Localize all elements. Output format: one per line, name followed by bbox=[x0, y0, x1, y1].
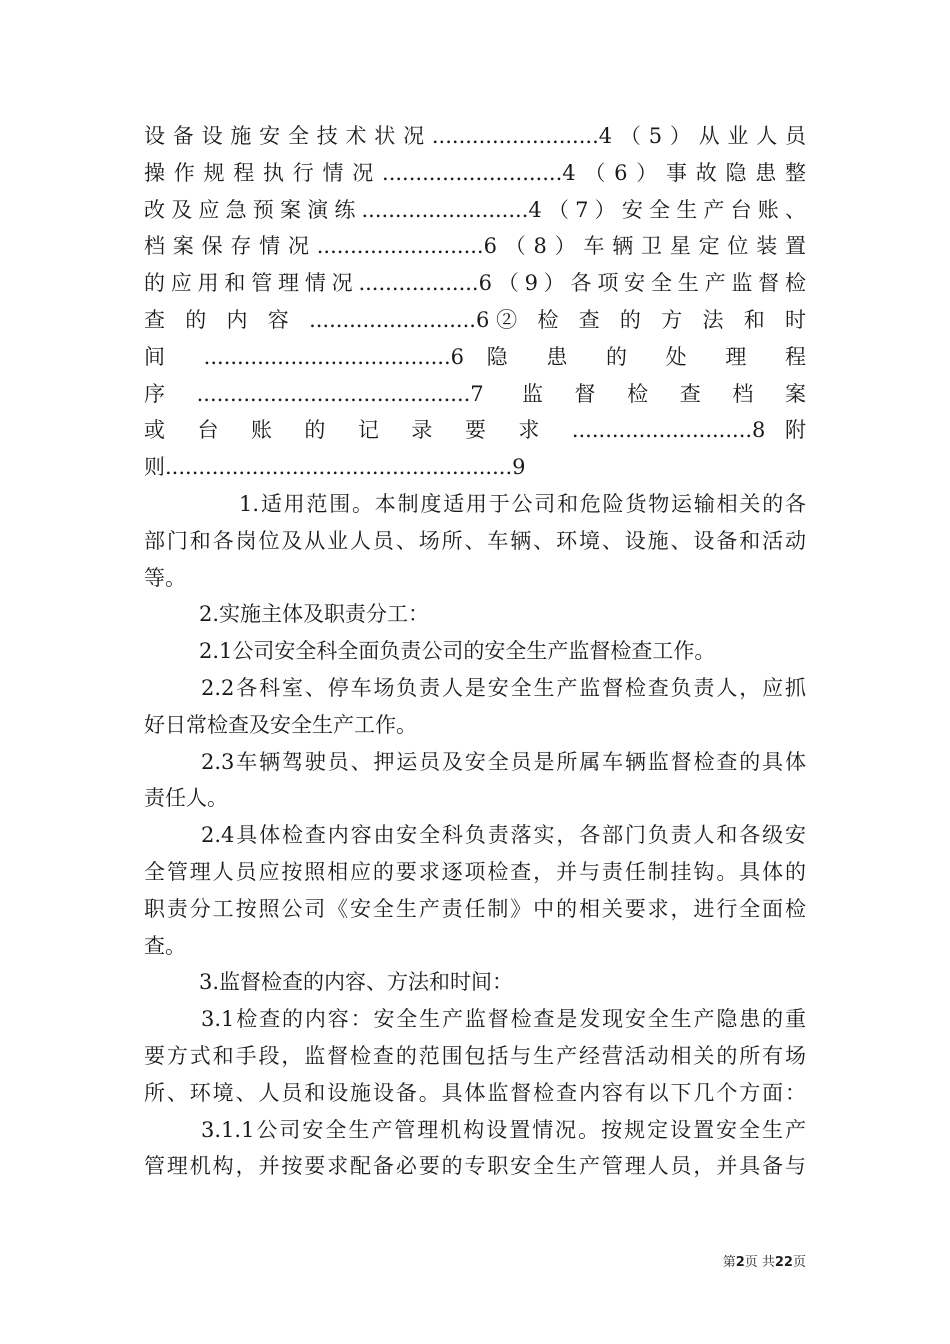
paragraph-2-1 bbox=[144, 633, 806, 670]
paragraph-line: 2.4具体检查内容由安全科负责落实，各部门负责人和各级安 bbox=[201, 823, 806, 848]
paragraph-line: 3.监督检查的内容、方法和时间： bbox=[199, 970, 514, 995]
toc-line: 改及应急预案演练.........................4（7）安全生产台账、 bbox=[144, 197, 806, 222]
paragraph-line: 好日常检查及安全生产工作。 bbox=[144, 712, 417, 737]
paragraph-line: 2.实施主体及职责分工： bbox=[199, 602, 430, 627]
paragraph-heading-responsibility bbox=[144, 596, 806, 633]
paragraph-line: 2.1公司安全科全面负责公司的安全生产监督检查工作。 bbox=[199, 639, 716, 664]
paragraph-line: 1.适用范围。本制度适用于公司和危险货物运输相关的各 bbox=[239, 491, 806, 516]
paragraph-line: 3.1.1公司安全生产管理机构设置情况。按规定设置安全生产 bbox=[201, 1117, 806, 1142]
toc-line: 设备设施安全技术状况.........................4（5）从业人员 bbox=[144, 124, 806, 148]
paragraph-line: 职责分工按照公司《安全生产责任制》中的相关要求，进行全面检 bbox=[144, 896, 806, 921]
paragraph-line: 管理机构，并按要求配备必要的专职安全生产管理人员，并具备与 bbox=[144, 1154, 806, 1179]
paragraph-line: 3.1检查的内容：安全生产监督检查是发现安全生产隐患的重 bbox=[201, 1007, 806, 1032]
paragraph-line: 2.2各科室、停车场负责人是安全生产监督检查负责人，应抓 bbox=[201, 675, 806, 700]
footer-prefix: 第 bbox=[722, 1255, 736, 1270]
toc-line: 则....................................................9 bbox=[144, 455, 526, 480]
paragraph-line: 查。 bbox=[144, 933, 186, 958]
paragraph-scope bbox=[144, 486, 806, 596]
footer-total-pages: 22 bbox=[774, 1255, 793, 1270]
toc-line: 间 .....................................6 隐 患 的 处 理 程 bbox=[144, 344, 806, 369]
footer-middle: 页 共 bbox=[744, 1255, 775, 1270]
toc-block bbox=[144, 118, 806, 486]
toc-line: 或 台 账 的 记 录 要 求 ...........................8 附 bbox=[144, 418, 806, 443]
toc-line: 操作规程执行情况...........................4（6）事故隐患整 bbox=[144, 160, 806, 185]
paragraph-line: 所、环境、人员和设施设备。具体监督检查内容有以下几个方面： bbox=[144, 1080, 806, 1105]
paragraph-3-1-1 bbox=[144, 1112, 806, 1186]
footer-page-number: 2 bbox=[735, 1255, 745, 1270]
paragraph-2-3 bbox=[144, 744, 806, 818]
toc-line: 查 的 内 容 .........................6② 检 查 的 方 法 和 时 bbox=[144, 307, 806, 332]
page-footer bbox=[0, 1251, 806, 1270]
paragraph-line: 2.3车辆驾驶员、押运员及安全员是所属车辆监督检查的具体 bbox=[201, 749, 806, 774]
toc-line: 序.........................................7 监督检查档案 bbox=[144, 381, 806, 406]
document-body bbox=[144, 118, 806, 1185]
toc-line: 的应用和管理情况..................6（9）各项安全生产监督检 bbox=[144, 271, 806, 296]
paragraph-line: 等。 bbox=[144, 565, 186, 590]
paragraph-3-1 bbox=[144, 1001, 806, 1111]
paragraph-line: 责任人。 bbox=[144, 786, 228, 811]
paragraph-2-4 bbox=[144, 817, 806, 964]
paragraph-2-2 bbox=[144, 670, 806, 744]
toc-line: 档案保存情况.........................6（8）车辆卫星定位装置 bbox=[144, 234, 806, 259]
footer-suffix: 页 bbox=[792, 1255, 806, 1270]
paragraph-heading-inspection bbox=[144, 964, 806, 1001]
paragraph-line: 全管理人员应按照相应的要求逐项检查，并与责任制挂钩。具体的 bbox=[144, 859, 806, 884]
paragraph-line: 要方式和手段，监督检查的范围包括与生产经营活动相关的所有场 bbox=[144, 1043, 806, 1068]
paragraph-line: 部门和各岗位及从业人员、场所、车辆、环境、设施、设备和活动 bbox=[144, 528, 806, 553]
